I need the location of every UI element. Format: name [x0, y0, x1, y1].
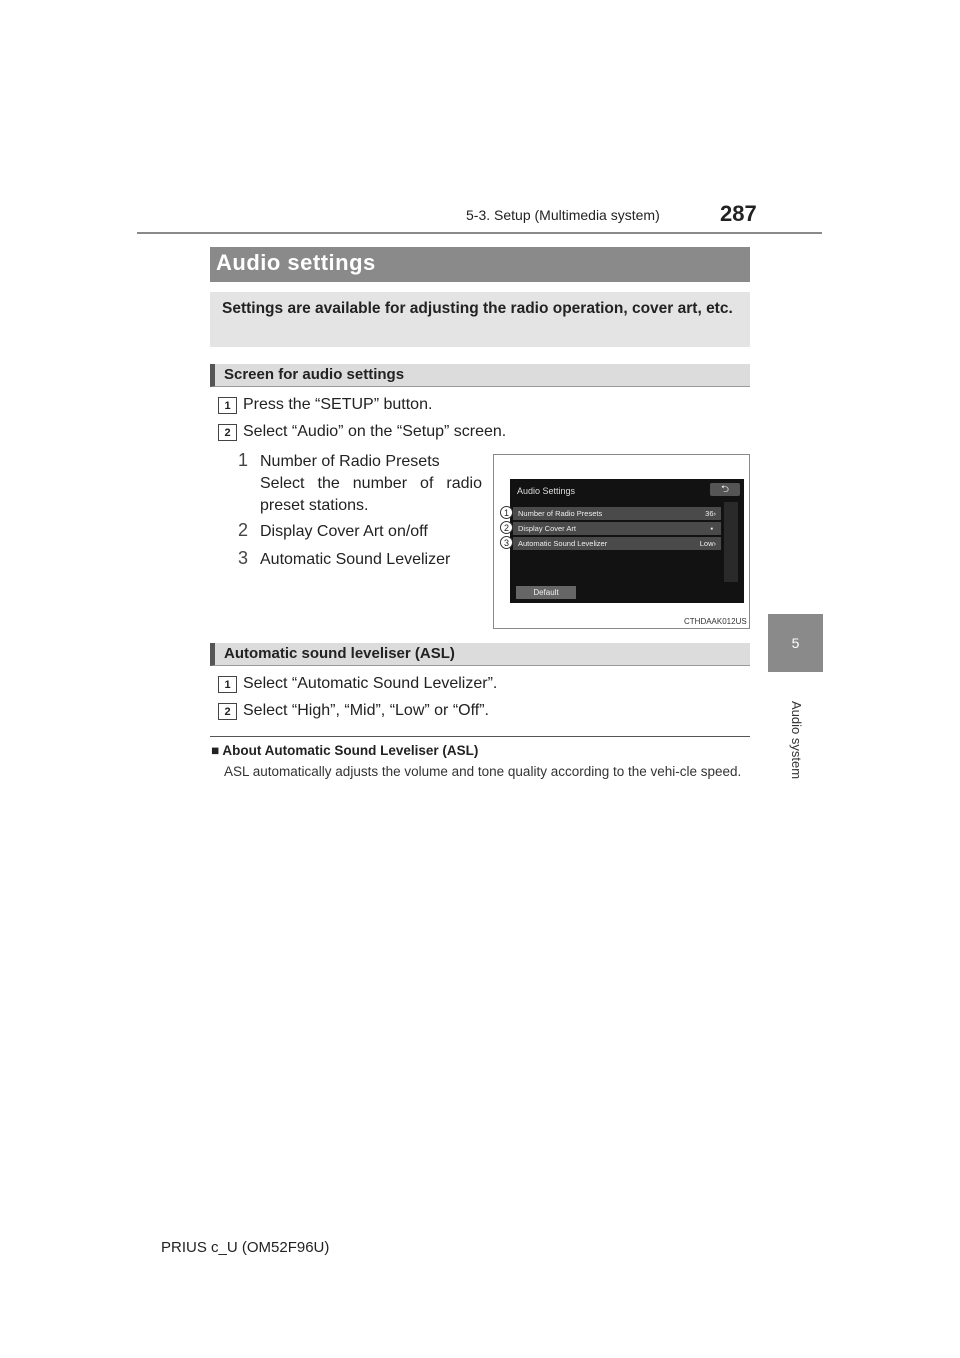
subheading-asl-text: Automatic sound leveliser (ASL) [224, 645, 455, 662]
callout-marker: 1 [500, 506, 513, 519]
screen-scrollbar [724, 502, 738, 582]
screen-row-label: Number of Radio Presets [518, 509, 603, 518]
screen-row-value: Low› [699, 539, 716, 548]
screen-row [513, 522, 721, 535]
item-description: preset stations. [260, 497, 369, 514]
callout-marker: 2 [500, 521, 513, 534]
chapter-tab: 5 [768, 614, 823, 672]
item-description: Select the number of radio [260, 475, 482, 492]
page-number: 287 [720, 201, 757, 226]
figure-code: CTHDAAK012US [684, 617, 747, 626]
step-text: Press the “SETUP” button. [243, 396, 433, 413]
screen-row [513, 537, 721, 550]
item-title: Number of Radio Presets [260, 453, 440, 470]
section-heading: 5-3. Setup (Multimedia system) [466, 207, 660, 223]
step-text: Select “Audio” on the “Setup” screen. [243, 423, 507, 440]
screen-row [513, 507, 721, 520]
step-badge: 2 [218, 703, 237, 720]
back-icon: ⮌ [710, 483, 740, 496]
step-badge: 1 [218, 397, 237, 414]
step-text: Select “High”, “Mid”, “Low” or “Off”. [243, 702, 489, 719]
step-badge: 1 [218, 676, 237, 693]
note-heading: ■ About Automatic Sound Leveliser (ASL) [211, 743, 479, 758]
screen-row-label: Automatic Sound Levelizer [518, 539, 608, 548]
screen-row-value: 36› [705, 509, 716, 518]
callout-marker: 3 [500, 536, 513, 549]
screen-title: Audio Settings [517, 486, 576, 496]
step-badge: 2 [218, 424, 237, 441]
chapter-label: Audio system [789, 701, 804, 780]
item-number: 3 [238, 548, 249, 568]
step-text: Select “Automatic Sound Levelizer”. [243, 675, 498, 692]
item-title: Automatic Sound Levelizer [260, 551, 451, 568]
item-number: 2 [238, 520, 249, 540]
note-divider [210, 736, 750, 737]
intro-text: Settings are available for adjusting the radio operation, cover art, etc. [222, 300, 733, 317]
footer-model: PRIUS c_U (OM52F96U) [161, 1239, 330, 1256]
checkbox-icon: ▪ [710, 524, 713, 533]
subheading-screen [210, 364, 750, 387]
note-body: ASL automatically adjusts the volume and tone quality according to the vehi-cle speed. [224, 764, 742, 779]
screen-row-label: Display Cover Art [518, 524, 576, 533]
header-divider [137, 232, 822, 234]
subheading-asl [210, 643, 750, 666]
subheading-screen-text: Screen for audio settings [224, 366, 405, 383]
page-title: Audio settings [216, 250, 376, 275]
item-title: Display Cover Art on/off [260, 523, 428, 540]
screen-default-button: Default [516, 586, 576, 599]
item-number: 1 [238, 450, 249, 470]
